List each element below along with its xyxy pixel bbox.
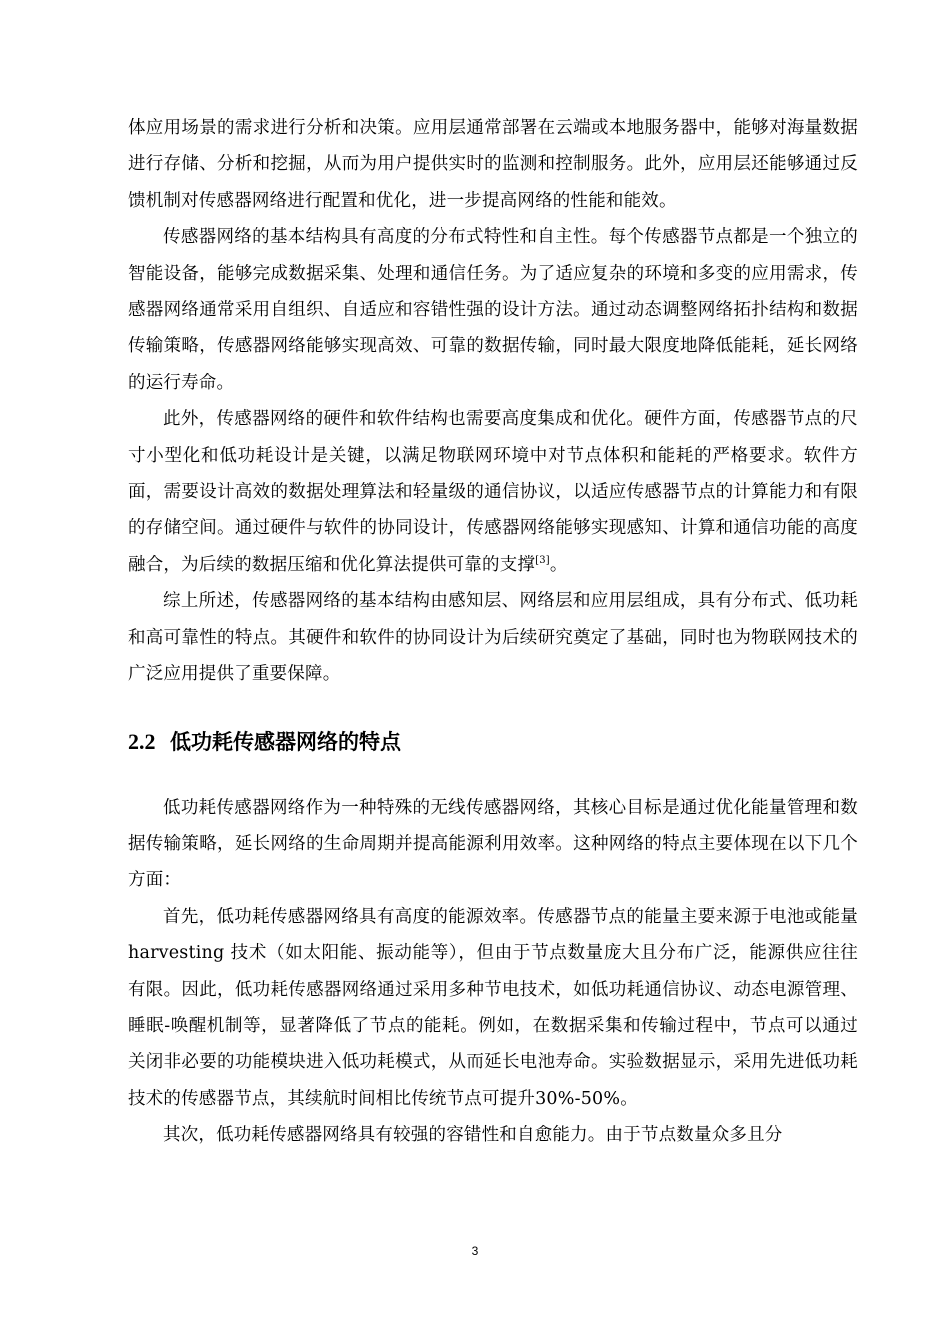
paragraph-fault-tolerance: 其次，低功耗传感器网络具有较强的容错性和自愈能力。由于节点数量众多且分	[163, 1125, 783, 1146]
paragraph-text: 此外，传感器网络的硬件和软件结构也需要高度集成和优化。硬件方面，传感器节点的尺寸小型化和低功耗设计是关键，以满足物联网环境中对节点体积和能耗的严格要求。软件方面，需要设计高效的数据处理算法和轻量级的通信协议，以适应传感器节点的计算能力和有限的存储空间。通过硬件与软件的协同设计，传感器网络能够实现感知、计算和通信功能的高度融合，为后续的数据压缩和优化算法提供可靠的支撑	[128, 409, 858, 575]
citation-reference[interactable]: [3]	[535, 554, 550, 566]
paragraph-energy-efficiency: 首先，低功耗传感器网络具有高度的能源效率。传感器节点的能量主要来源于电池或能量 harvesting 技术（如太阳能、振动能等），但由于节点数量庞大且分布广泛，能源供应往往有限。因此，低功耗传感器网络通过采用多种节电技术，如低功耗通信协议、动态电源管理、睡眠-唤醒机制等，显著降低了节点的能耗。例如，在数据采集和传输过程中，节点可以通过关闭非必要的功能模块进入低功耗模式，从而延长电池寿命。实验数据显示，采用先进低功耗技术的传感器节点，其续航时间相比传统节点可提升30%-50%。	[128, 906, 858, 1109]
section-title: 低功耗传感器网络的特点	[170, 729, 401, 754]
paragraph-end-punct: 。	[549, 554, 568, 575]
paragraph-summary: 综上所述，传感器网络的基本结构由感知层、网络层和应用层组成，具有分布式、低功耗和高可靠性的特点。其硬件和软件的协同设计为后续研究奠定了基础，同时也为物联网技术的广泛应用提供了重要保障。	[128, 591, 858, 685]
page-body	[128, 110, 858, 1154]
page-number: 3	[471, 1244, 479, 1258]
paragraph-hardware-software	[128, 401, 858, 583]
section-heading	[128, 724, 858, 760]
section-number: 2.2	[128, 728, 156, 754]
paragraph-intro: 低功耗传感器网络作为一种特殊的无线传感器网络，其核心目标是通过优化能量管理和数据传输策略，延长网络的生命周期并提高能源利用效率。这种网络的特点主要体现在以下几个方面：	[128, 797, 858, 891]
paragraph-structure: 传感器网络的基本结构具有高度的分布式特性和自主性。每个传感器节点都是一个独立的智能设备，能够完成数据采集、处理和通信任务。为了适应复杂的环境和多变的应用需求，传感器网络通常采用自组织、自适应和容错性强的设计方法。通过动态调整网络拓扑结构和数据传输策略，传感器网络能够实现高效、可靠的数据传输，同时最大限度地降低能耗，延长网络的运行寿命。	[128, 227, 858, 393]
paragraph-continuation: 体应用场景的需求进行分析和决策。应用层通常部署在云端或本地服务器中，能够对海量数据进行存储、分析和挖掘，从而为用户提供实时的监测和控制服务。此外，应用层还能够通过反馈机制对传感器网络进行配置和优化，进一步提高网络的性能和能效。	[128, 118, 858, 211]
